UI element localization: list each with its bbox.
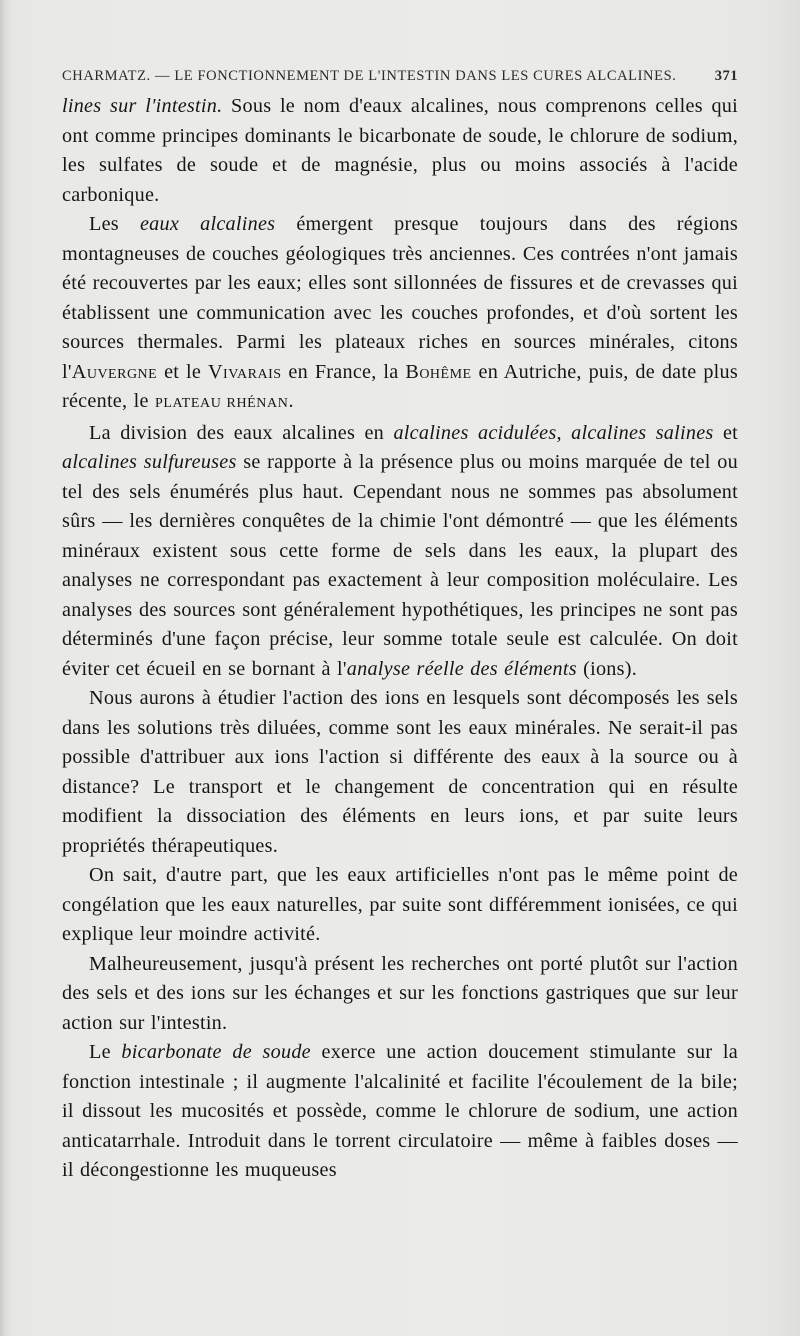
italic-phrase: eaux alcalines [139, 213, 276, 235]
paragraph-5: On sait, d'autre part, que les eaux artificielles n'ont pas le même point de congélation que les eaux naturelles, par suite sont différemment ionisées, ce qui explique leur moindre activité. [62, 864, 738, 945]
paragraph-2 [62, 210, 738, 419]
text-run: , [556, 421, 572, 444]
text-run: Le [89, 1041, 122, 1063]
text-run: en Autriche, puis, de date plus récente, le [62, 360, 738, 412]
paragraph-7 [62, 1038, 738, 1186]
running-title: CHARMATZ. — LE FONCTIONNEMENT DE L'INTESTIN DANS LES CURES ALCALINES. [62, 68, 677, 84]
region-name: Bohême [405, 360, 472, 383]
text-run: (ions). [576, 657, 638, 680]
text-run: se rapporte à la présence plus ou moins marquée de tel ou tel des sels énumérés plus haut. Cependant nous ne sommes pas absolument sûrs — les dernières conquêtes de la chimie l'ont démontré — que les éléments minéraux existent sous cette forme de sels dans les eaux, la plupart des analyses ne correspondant pas exactement à leur composition moléculaire. Les analyses des sources sont généralement hypothétiques, les principes ne sont pas déterminés d'une façon précise, leur somme totale seule est calculée. On doit éviter cet écueil en se bornant à l' [62, 451, 738, 680]
text-run: et [713, 421, 739, 444]
text-run: exerce une action doucement stimulante sur la fonction intestinale ; il augmente l'alcalinité et facilite l'écoulement de la bile; il dissout les mucosités et possède, comme le chlorure de sodium, une action anticatarrhale. Introduit dans le torrent circulatoire — même à faibles doses — il décongestionne les muqueuses [62, 1041, 738, 1181]
running-header [62, 66, 738, 86]
region-name: Auvergne [71, 360, 158, 383]
text-run: La division des eaux alcalines en [89, 421, 394, 444]
italic-phrase: analyse réelle des éléments [346, 657, 577, 680]
paragraph-3 [62, 419, 738, 685]
text-run: . [288, 390, 294, 412]
page-number: 371 [714, 68, 738, 84]
body-text [62, 92, 738, 1186]
text-run: en France, la [281, 360, 406, 383]
text-run: et le [157, 360, 208, 383]
region-name: Vivarais [207, 360, 282, 383]
paragraph-6: Malheureusement, jusqu'à présent les recherches ont porté plutôt sur l'action des sels et des ions sur les échanges et sur les fonctions gastriques que sur leur action sur l'intestin. [62, 952, 738, 1034]
text-run: Sous le nom d'eaux alcalines, nous comprenons celles qui ont comme principes dominants le bicarbonate de soude, le chlorure de sodium, les sulfates de soude et de magnésie, plus ou moins associés à l'acide carbonique. [62, 95, 738, 206]
region-name: PLATEAU RHÉNAN [154, 396, 289, 411]
italic-phrase: alcalines acidulées [393, 421, 557, 444]
italic-phrase: alcalines salines [571, 421, 714, 444]
book-page [62, 66, 738, 1186]
text-run: émergent presque toujours dans des régions montagneuses de couches géologiques très anciennes. Ces contrées n'ont jamais été recouvertes par les eaux; elles sont sillonnées de fissures et de crevasses qui établissent une communication avec les couches profondes, et d'où sortent les sources thermales. Parmi les plateaux riches en sources minérales, citons l' [62, 213, 738, 383]
italic-phrase: bicarbonate de soude [121, 1041, 311, 1063]
paragraph-1 [62, 92, 738, 210]
text-run: Les [89, 213, 140, 235]
italic-phrase: lines sur l'intestin. [62, 95, 223, 117]
italic-phrase: alcalines sulfureuses [62, 451, 237, 473]
paragraph-4: Nous aurons à étudier l'action des ions en lesquels sont décomposés les sels dans les solutions très diluées, comme sont les eaux minérales. Ne serait-il pas possible d'attribuer aux ions l'action si différente des eaux à la source ou à distance? Le transport et le changement de concentration qui en résulte modifient la dissociation des éléments en leurs ions, et par suite leurs propriétés thérapeutiques. [62, 687, 738, 857]
